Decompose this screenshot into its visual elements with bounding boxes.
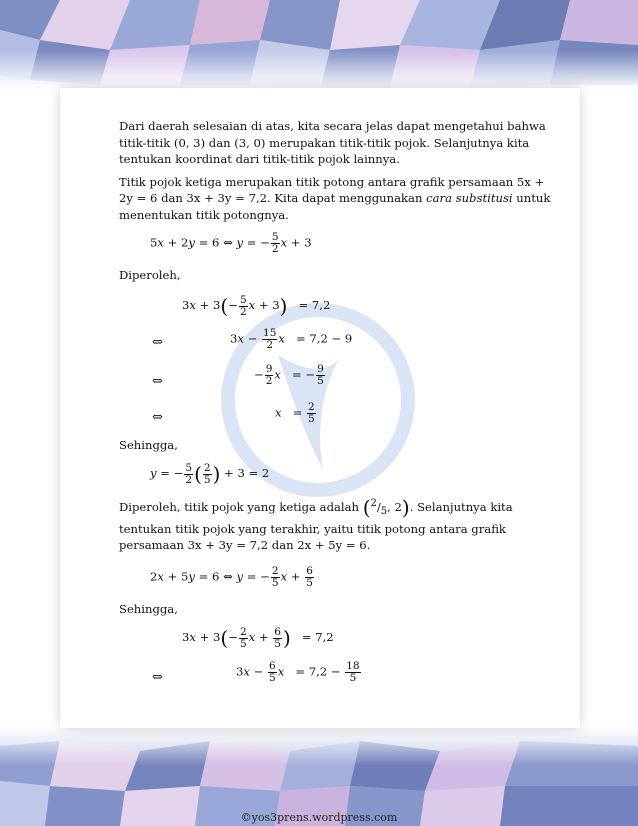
label-sehingga-1: Sehingga, [119,438,178,452]
step-1-line-3: − $\frac{9}{2}$ x = − $\frac{9}{5}$ [254,363,324,387]
iff-symbol: ⇔ [152,374,163,389]
document-body [119,118,559,229]
equation-2: 2x + 5y = 6 ⇔ y = − $\frac{2}{5}$ x + $\frac{6}{5}$ [150,565,313,589]
label-diperoleh-1: Diperoleh, [119,268,181,282]
equation-1: 5x + 2y = 6 ⇔ y = − $\frac{5}{2}$ x + 3 [150,231,312,255]
step-1-line-1: 3x + 3(− $\frac{5}{2}$ x + 3) = 7,2 [182,293,331,318]
step-1-line-4: x = $\frac{2}{5}$ [275,401,315,425]
iff-symbol: ⇔ [152,335,163,350]
equation-y-value: y = − $\frac{5}{2}$ ( $\frac{2}{5}$ ) + 3 = 2 [150,461,270,486]
step-1-line-2: 3x − $\frac{15}{2}$ x = 7,2 − 9 [230,327,353,351]
iff-symbol: ⇔ [152,410,163,425]
emphasis-substitution: cara substitusi [426,191,513,205]
footer-credit: ©yos3prens.wordpress.com [240,811,398,824]
step-2-line-1: 3x + 3(− $\frac{2}{5}$ x + $\frac{6}{5}$ ) = 7,2 [182,625,334,650]
top-banner [0,0,638,90]
iff-symbol: ⇔ [152,670,163,685]
paragraph-third-point: Titik pojok ketiga merupakan titik potong antara grafik persamaan 5x + 2y = 6 dan 3x + 3y = 7,2. Kita dapat menggunakan cara substitusi untuk menentukan titik potongnya. [119,174,551,222]
paragraph-intro: Dari daerah selesaian di atas, kita secara jelas dapat mengetahui bahwa titik-titik (0, 3) dan (3, 0) merupakan titik-titik pojok. Selanjutnya kita tentukan koordinat dari titik-titik pojok lainnya. [119,119,546,166]
label-sehingga-2: Sehingga, [119,602,178,616]
paragraph-fourth-point: Diperoleh, titik pojok yang ketiga adalah ($^2/_5$, 2). Selanjutnya kita tentukan titik pojok yang terakhir, yaitu titik potong antara grafik persamaan 3x + 3y = 7,2 dan 2x + 5y = 6. [119,495,513,553]
step-2-line-2: 3x − $\frac{6}{5}$ x = 7,2 − $\frac{18}{5}$ [236,660,360,684]
